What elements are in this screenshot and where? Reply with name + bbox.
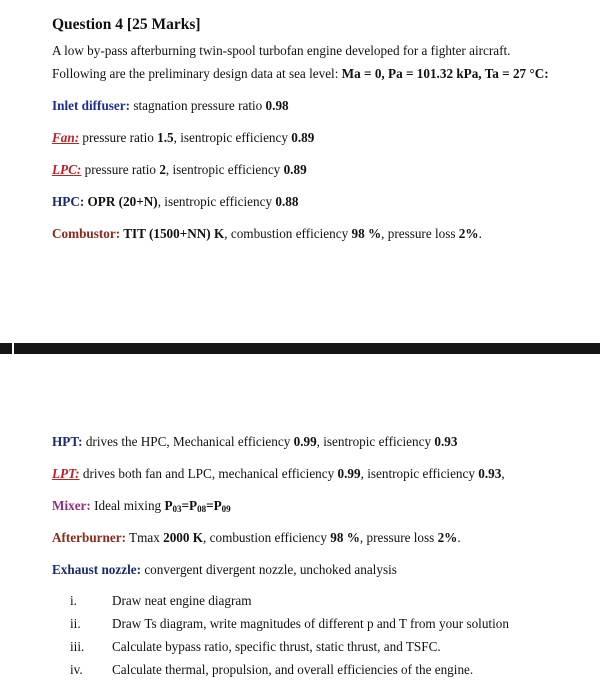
mixer-sub-2: 08 [197, 504, 207, 514]
task-text: Draw Ts diagram, write magnitudes of different p and T from your solution [112, 616, 509, 631]
mixer-eq-2: =P [206, 498, 222, 513]
fan-value-2: 0.89 [291, 130, 315, 145]
task-number: i. [70, 593, 77, 608]
lpt-value-2: 0.93 [478, 466, 502, 481]
lpc-text-2: , isentropic efficiency [165, 162, 284, 177]
mixer-eq-1: =P [181, 498, 198, 513]
fan-label: Fan: [52, 130, 80, 145]
fan-text-2: , isentropic efficiency [173, 130, 292, 145]
lpc-label: LPC: [52, 162, 82, 177]
combustor-tit: TIT (1500+NN) K [120, 226, 225, 241]
hpt-value-2: 0.93 [434, 434, 458, 449]
task-text: Calculate bypass ratio, specific thrust, static thrust, and TSFC. [112, 639, 441, 654]
lpt-value-1: 0.99 [337, 466, 361, 481]
mixer-p1: P [164, 498, 173, 513]
page-divider-notch [12, 343, 14, 354]
hpc-text-2: , isentropic efficiency [157, 194, 276, 209]
afterburner-text-1: Tmax [125, 530, 164, 545]
combustor-value-2: 98 % [351, 226, 382, 241]
combustor-value-3: 2% [458, 226, 479, 241]
spec-inlet [52, 98, 289, 114]
afterburner-value-2: 98 % [330, 530, 360, 545]
intro-line-2 [52, 66, 549, 82]
spec-fan [52, 130, 314, 146]
hpc-opr: OPR (20+N) [84, 194, 158, 209]
combustor-text-4: . [478, 226, 482, 241]
intro-prefix: Following are the preliminary design data at sea level: [52, 66, 342, 81]
combustor-text-3: , pressure loss [381, 226, 459, 241]
spec-hpc [52, 194, 298, 210]
mixer-label: Mixer: [52, 498, 91, 513]
combustor-label: Combustor: [52, 226, 121, 241]
hpc-value-2: 0.88 [275, 194, 299, 209]
hpt-value-1: 0.99 [293, 434, 317, 449]
hpt-text-2: , isentropic efficiency [316, 434, 435, 449]
task-text: Calculate thermal, propulsion, and overall efficiencies of the engine. [112, 662, 474, 677]
spec-mixer [52, 498, 231, 514]
lpt-text-3: , [501, 466, 505, 481]
hpt-label: HPT: [52, 434, 83, 449]
intro-line-1: A low by-pass afterburning twin-spool turbofan engine developed for a fighter aircraft. [52, 43, 511, 58]
fan-text-1: pressure ratio [79, 130, 158, 145]
inlet-text: stagnation pressure ratio [130, 98, 266, 113]
afterburner-text-2: , combustion efficiency [203, 530, 331, 545]
lpt-text-2: , isentropic efficiency [360, 466, 479, 481]
spec-afterburner [52, 530, 461, 546]
inlet-value: 0.98 [265, 98, 289, 113]
spec-lpt [52, 466, 505, 482]
mixer-sub-3: 09 [221, 504, 231, 514]
lpc-value-1: 2 [159, 162, 166, 177]
afterburner-label: Afterburner: [52, 530, 126, 545]
page-divider [0, 343, 600, 354]
mixer-text-1: Ideal mixing [90, 498, 165, 513]
spec-combustor [52, 226, 482, 242]
hpc-label: HPC: [52, 194, 85, 209]
hpt-text-1: drives the HPC, Mechanical efficiency [82, 434, 294, 449]
spec-nozzle [52, 562, 397, 578]
fan-value-1: 1.5 [157, 130, 174, 145]
mixer-sub-1: 03 [172, 504, 182, 514]
spec-lpc [52, 162, 307, 178]
task-number: iii. [70, 639, 85, 654]
combustor-text-2: , combustion efficiency [224, 226, 352, 241]
lpt-text-1: drives both fan and LPC, mechanical efficiency [79, 466, 338, 481]
afterburner-value-1: 2000 K [163, 530, 204, 545]
spec-hpt [52, 434, 457, 450]
nozzle-text: convergent divergent nozzle, unchoked analysis [141, 562, 397, 577]
afterburner-value-3: 2% [437, 530, 458, 545]
task-number: ii. [70, 616, 81, 631]
inlet-label: Inlet diffuser: [52, 98, 131, 113]
afterburner-text-4: . [457, 530, 461, 545]
afterburner-text-3: , pressure loss [359, 530, 438, 545]
lpt-label: LPT: [52, 466, 80, 481]
lpc-text-1: pressure ratio [81, 162, 160, 177]
nozzle-label: Exhaust nozzle: [52, 562, 142, 577]
question-title: Question 4 [25 Marks] [52, 16, 201, 33]
task-number: iv. [70, 662, 83, 677]
task-text: Draw neat engine diagram [112, 593, 252, 608]
lpc-value-2: 0.89 [283, 162, 307, 177]
intro-conditions: Ma = 0, Pa = 101.32 kPa, Ta = 27 °C: [341, 66, 549, 81]
